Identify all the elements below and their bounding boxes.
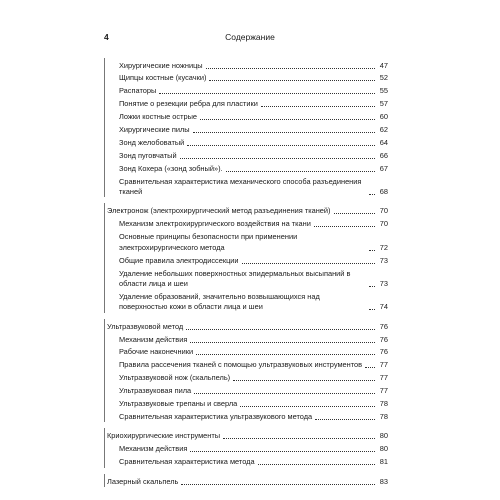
- dot-leader: [186, 329, 375, 330]
- toc-entry-title: Щипцы костные (кусачки): [119, 73, 207, 83]
- dot-leader: [190, 342, 375, 343]
- toc-entry-title: Понятие о резекции ребра для пластики: [119, 99, 258, 109]
- toc-entry-page-number: 73: [379, 255, 388, 265]
- toc-entry[interactable]: [119, 174, 388, 197]
- toc-entry-title: Ультразвуковая пила: [119, 386, 192, 396]
- dot-leader: [209, 80, 375, 81]
- dot-leader: [314, 226, 375, 227]
- toc-entry-title: Сравнительная характеристика метода: [119, 457, 255, 467]
- toc-entry[interactable]: [119, 84, 388, 97]
- dot-leader: [365, 367, 375, 368]
- toc-entry-title: Сравнительная характеристика механического способа разъединения тканей: [119, 176, 362, 197]
- toc-entry-page-number: 57: [379, 99, 388, 109]
- toc-entry-page-number: 62: [379, 125, 388, 135]
- toc-entry-page-number: 80: [379, 431, 388, 441]
- dot-leader: [200, 119, 375, 120]
- dot-leader: [187, 145, 375, 146]
- toc-entry[interactable]: [119, 409, 388, 422]
- toc-entry-title: Хирургические пилы: [119, 125, 190, 135]
- toc-entry-title: Криохирургические инструменты: [107, 431, 221, 441]
- toc-entry-title: Хирургические ножницы: [119, 60, 203, 70]
- toc-entry[interactable]: [119, 148, 388, 161]
- toc-entry[interactable]: [119, 371, 388, 384]
- toc-subsection-group: [104, 442, 388, 468]
- toc-entry[interactable]: [119, 358, 388, 371]
- toc-entry-page-number: 70: [379, 219, 388, 229]
- toc-entry[interactable]: [119, 97, 388, 110]
- toc-entry-page-number: 73: [379, 278, 388, 288]
- toc-entry[interactable]: [119, 230, 388, 253]
- toc-entry-title: Правила рассечения тканей с помощью ультразвуковых инструментов: [119, 360, 363, 370]
- toc-subsection-group: [104, 58, 388, 197]
- toc-entry-page-number: 80: [379, 444, 388, 454]
- toc-chapter-entry[interactable]: [107, 428, 388, 441]
- dot-leader: [226, 171, 375, 172]
- toc-entry[interactable]: [119, 71, 388, 84]
- toc-entry[interactable]: [119, 110, 388, 123]
- toc-entry[interactable]: [119, 253, 388, 266]
- toc-entry-title: Ультразвуковой нож (скальпель): [119, 373, 231, 383]
- dot-leader: [369, 286, 375, 287]
- dot-leader: [206, 68, 375, 69]
- toc-entry-page-number: 60: [379, 112, 388, 122]
- toc-entry-page-number: 47: [379, 60, 388, 70]
- toc-entry-page-number: 67: [379, 163, 388, 173]
- toc-entry-page-number: 66: [379, 150, 388, 160]
- toc-entry-title: Механизм действия: [119, 334, 188, 344]
- toc-entry-title: Сравнительная характеристика ультразвукового метода: [119, 411, 313, 421]
- toc-entry-title: Зонд пуговчатый: [119, 150, 177, 160]
- toc-entry[interactable]: [119, 123, 388, 136]
- dot-leader: [194, 393, 375, 394]
- toc-entry-page-number: 77: [379, 360, 388, 370]
- dot-leader: [180, 158, 375, 159]
- toc-entry[interactable]: [119, 266, 388, 289]
- dot-leader: [334, 213, 375, 214]
- dot-leader: [223, 438, 375, 439]
- toc-entry-page-number: 78: [379, 411, 388, 421]
- toc-entry-page-number: 70: [379, 206, 388, 216]
- toc-chapter-entry[interactable]: [107, 319, 388, 332]
- toc-chapter: [104, 428, 388, 441]
- dot-leader: [240, 406, 375, 407]
- toc-entry-title: Распаторы: [119, 86, 157, 96]
- toc-entry-title: Рабочие наконечники: [119, 347, 194, 357]
- dot-leader: [369, 194, 375, 195]
- toc-entry-page-number: 74: [379, 302, 388, 312]
- toc-entry-title: Зонд Кохера («зонд зобный»).: [119, 163, 223, 173]
- dot-leader: [258, 464, 375, 465]
- toc-subsection-group: [104, 217, 388, 313]
- toc-entry[interactable]: [119, 442, 388, 455]
- toc-entry-page-number: 72: [379, 242, 388, 252]
- toc-entry-page-number: 78: [379, 399, 388, 409]
- toc-entry[interactable]: [119, 345, 388, 358]
- toc-entry-page-number: 77: [379, 386, 388, 396]
- toc-chapter: [104, 474, 388, 487]
- page-title: Содержание: [225, 32, 275, 42]
- dot-leader: [193, 132, 375, 133]
- toc-entry-page-number: 83: [379, 476, 388, 486]
- dot-leader: [181, 484, 375, 485]
- toc-entry[interactable]: [119, 58, 388, 71]
- toc-entry-page-number: 68: [379, 187, 388, 197]
- page-header: [0, 31, 500, 43]
- dot-leader: [261, 106, 375, 107]
- toc-entry[interactable]: [119, 455, 388, 468]
- table-of-contents: [104, 58, 388, 487]
- toc-entry-title: Ультразвуковые трепаны и сверла: [119, 399, 238, 409]
- dot-leader: [233, 380, 375, 381]
- toc-chapter-entry[interactable]: [107, 203, 388, 216]
- toc-entry-page-number: 55: [379, 86, 388, 96]
- toc-entry[interactable]: [119, 161, 388, 174]
- toc-entry-title: Основные принципы безопасности при применении электрохирургического метода: [119, 232, 298, 252]
- toc-entry-title: Общие правила электродиссекции: [119, 255, 239, 265]
- toc-entry-title: Ложки костные острые: [119, 112, 198, 122]
- dot-leader: [159, 93, 375, 94]
- dot-leader: [190, 451, 375, 452]
- toc-entry-title: Зонд желобоватый: [119, 137, 185, 147]
- toc-entry-page-number: 81: [379, 457, 388, 467]
- toc-entry-page-number: 77: [379, 373, 388, 383]
- toc-entry-title: Ультразвуковой метод: [107, 321, 184, 331]
- toc-entry-title: Удаление небольших поверхностных эпидермальных высыпаний в области лица и шеи: [119, 268, 351, 288]
- toc-entry-page-number: 52: [379, 73, 388, 83]
- dot-leader: [196, 354, 375, 355]
- toc-subsection-group: [104, 332, 388, 422]
- page-number: 4: [104, 32, 109, 42]
- toc-chapter: [104, 203, 388, 216]
- toc-chapter-entry[interactable]: [107, 474, 388, 487]
- dot-leader: [369, 250, 375, 251]
- toc-entry-title: Электронож (электрохирургический метод разъединения тканей): [107, 206, 331, 216]
- dot-leader: [369, 309, 375, 310]
- toc-entry[interactable]: [119, 217, 388, 230]
- dot-leader: [242, 263, 375, 264]
- dot-leader: [315, 419, 375, 420]
- toc-entry-page-number: 64: [379, 137, 388, 147]
- toc-entry[interactable]: [119, 397, 388, 410]
- toc-entry-page-number: 76: [379, 347, 388, 357]
- toc-entry-title: Удаление образований, значительно возвышающихся над поверхностью кожи в области лица и шеи: [119, 291, 320, 312]
- toc-entry[interactable]: [119, 289, 388, 312]
- toc-entry[interactable]: [119, 384, 388, 397]
- toc-entry-page-number: 76: [379, 334, 388, 344]
- toc-entry[interactable]: [119, 332, 388, 345]
- toc-entry-title: Лазерный скальпель: [107, 476, 179, 486]
- toc-chapter: [104, 319, 388, 332]
- toc-entry-page-number: 76: [379, 321, 388, 331]
- toc-entry[interactable]: [119, 135, 388, 148]
- toc-entry-title: Механизм электрохирургического воздействия на ткани: [119, 219, 311, 229]
- toc-entry-title: Механизм действия: [119, 444, 188, 454]
